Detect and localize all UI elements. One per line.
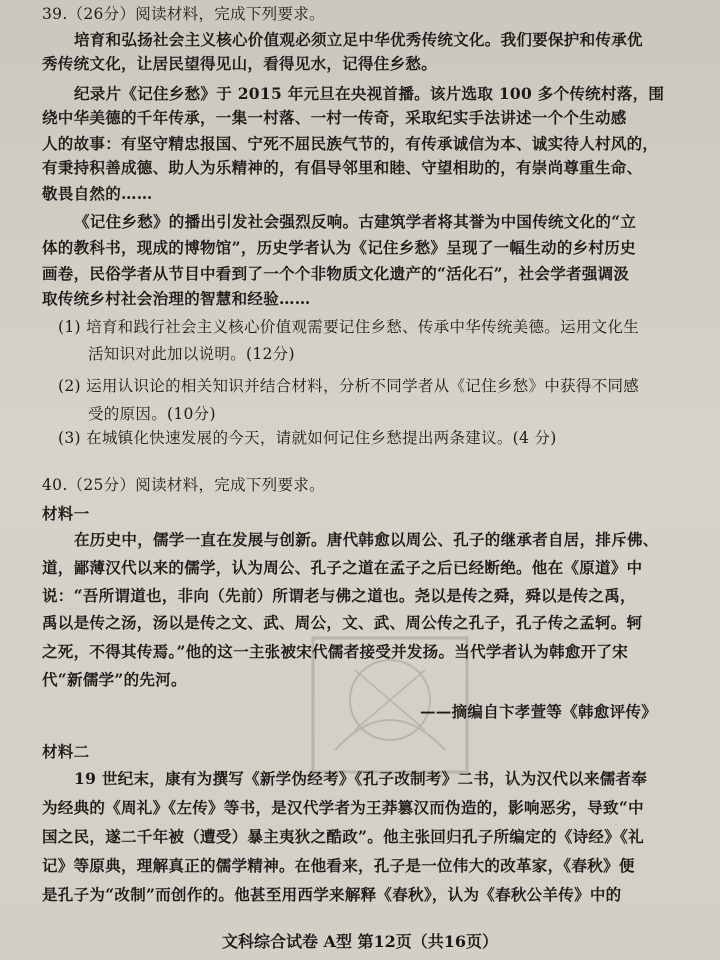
material-1-line: 代“新儒学”的先河。 — [42, 670, 187, 689]
q39-para2-line: 人的故事：有坚守精忠报国、宁死不屈民族气节的，有传承诚信为本、诚实待人村风的， — [42, 134, 659, 153]
q39-item-3: (3) 在城镇化快速发展的今天，请就如何记住乡愁提出两条建议。(4 分) — [58, 429, 557, 447]
q39-para3-line: 画卷，民俗学者从节目中看到了一个个非物质文化遗产的“活化石”，社会学者强调汲 — [42, 264, 630, 283]
q39-para2-line: 纪录片《记住乡愁》于 2015 年元旦在央视首播。该片选取 100 多个传统村落，围 — [74, 84, 665, 103]
q39-item-1-cont: 活知识对此加以说明。(12分) — [88, 345, 295, 363]
q39-para3-line: 取传统乡村社会治理的智慧和经验…… — [42, 289, 311, 308]
q39-para3-line: 体的教科书，现成的博物馆”，历史学者认为《记住乡愁》呈现了一幅生动的乡村历史 — [42, 238, 636, 257]
material-1-source: ——摘编自卞孝萱等《韩愈评传》 — [420, 702, 658, 721]
q39-para2-line: 敬畏自然的…… — [42, 184, 153, 203]
q39-intro-line: 秀传统文化，让居民望得见山，看得见水，记得住乡愁。 — [42, 54, 438, 73]
material-2-line: 记》等原典，理解真正的儒学精神。在他看来，孔子是一位伟大的改革家，《春秋》便 — [42, 856, 635, 875]
q40-header: 40.（25分）阅读材料，完成下列要求。 — [42, 476, 325, 494]
q39-intro-line: 培育和弘扬社会主义核心价值观必须立足中华优秀传统文化。我们要保护和传承优 — [74, 30, 643, 49]
page-footer: 文科综合试卷 A型 第12页（共16页） — [221, 932, 499, 951]
material-1-line: 之死，不得其传焉。”他的这一主张被宋代儒者接受并发扬。当代学者认为韩愈开了宋 — [42, 642, 629, 661]
material-1-line: 道，鄙薄汉代以来的儒学，认为周公、孔子之道在孟子之后已经断绝。他在《原道》中 — [42, 558, 643, 577]
q39-item-2: (2) 运用认识论的相关知识并结合材料，分析不同学者从《记住乡愁》中获得不同感 — [58, 377, 640, 395]
material-2-title: 材料二 — [42, 742, 90, 761]
q39-para2-line: 有秉持积善成德、助人为乐精神的，有倡导邻里和睦、守望相助的，有崇尚尊重生命、 — [42, 158, 643, 177]
material-2-line: 国之民，遂二千年被（遭受）暴主夷狄之酷政”。他主张回归孔子所编定的《诗经》《礼 — [42, 827, 644, 846]
q39-para2-line: 绕中华美德的千年传承，一集一村落、一村一传奇，采取纪实手法讲述一个个生动感 — [42, 108, 627, 127]
material-1-line: 说：“吾所谓道也，非向（先前）所谓老与佛之道也。尧以是传之舜，舜以是传之禹， — [42, 586, 636, 605]
material-1-line: 在历史中，儒学一直在发展与创新。唐代韩愈以周公、孔子的继承者自居，排斥佛、 — [74, 530, 659, 549]
material-2-line: 是孔子为“改制”而创作的。他甚至用西学来解释《春秋》，认为《春秋公羊传》中的 — [42, 885, 622, 904]
q39-item-2-cont: 受的原因。(10分) — [88, 405, 216, 423]
material-2-line: 19 世纪末，康有为撰写《新学伪经考》《孔子改制考》二书，认为汉代以来儒者奉 — [74, 769, 648, 788]
q39-para3-line: 《记住乡愁》的播出引发社会强烈反响。古建筑学者将其誉为中国传统文化的“立 — [74, 212, 637, 231]
q39-header: 39.（26分）阅读材料，完成下列要求。 — [42, 5, 325, 23]
material-2-line: 为经典的《周礼》《左传》等书，是汉代学者为王莽篡汉而伪造的，影响恶劣，导致“中 — [42, 798, 644, 817]
material-1-line: 禹以是传之汤，汤以是传之文、武、周公，文、武、周公传之孔子，孔子传之孟轲。轲 — [42, 613, 643, 632]
material-1-title: 材料一 — [42, 504, 90, 523]
q39-item-1: (1) 培育和践行社会主义核心价值观需要记住乡愁、传承中华传统美德。运用文化生 — [58, 318, 640, 336]
